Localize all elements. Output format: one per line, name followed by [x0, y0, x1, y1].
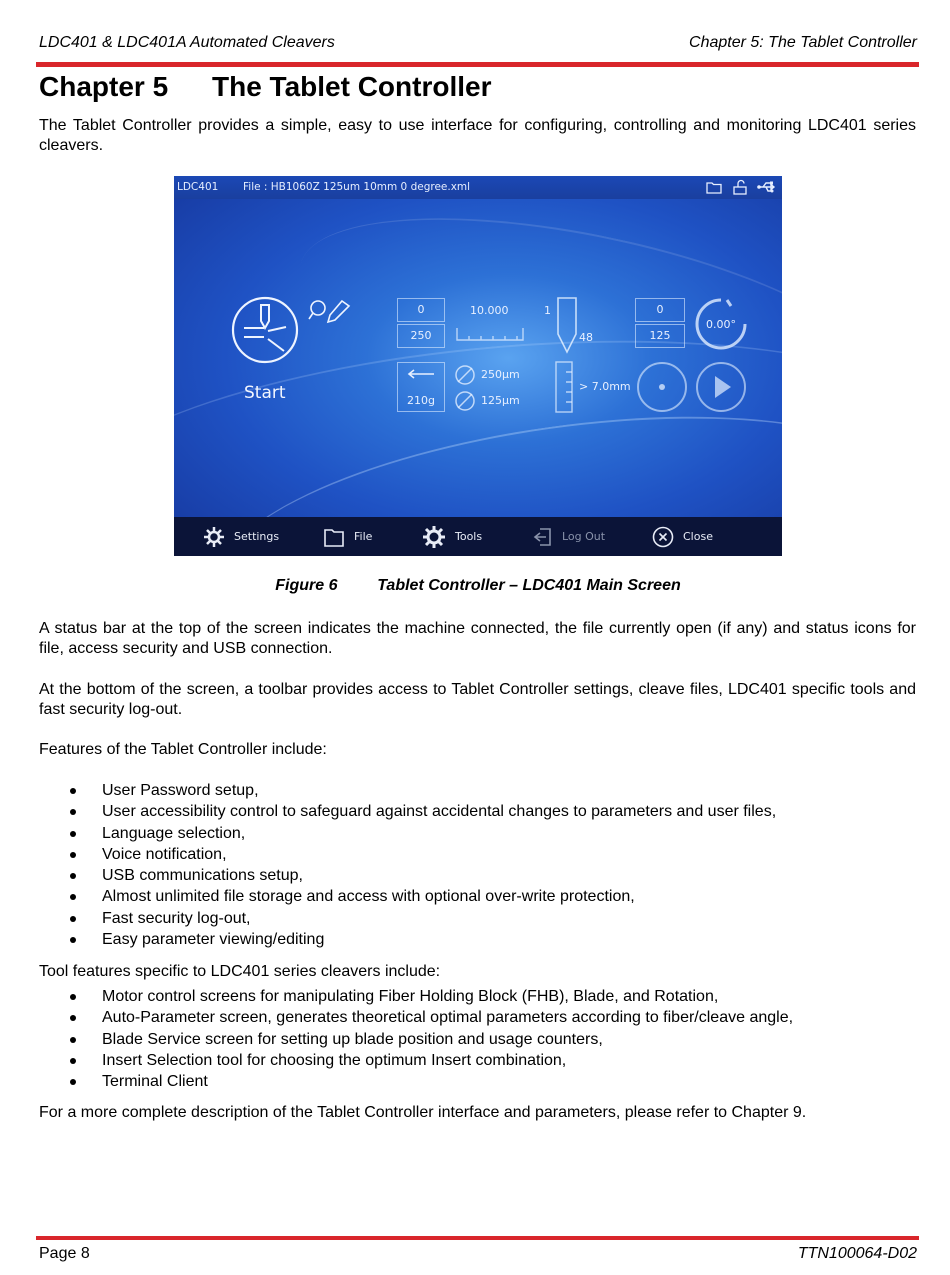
list-item: Blade Service screen for setting up blade position and usage counters, [39, 1029, 916, 1050]
tablet-screenshot [174, 176, 782, 556]
running-header-chapter: Chapter 5: The Tablet Controller [689, 34, 917, 51]
folder-icon[interactable] [705, 178, 723, 196]
list-item: Terminal Client [39, 1071, 916, 1092]
footer-rule [36, 1236, 919, 1240]
diameter-icon [454, 364, 476, 386]
toolbar-close[interactable] [652, 524, 713, 549]
diameter-icon [454, 390, 476, 412]
list-item: Insert Selection tool for choosing the optimum Insert combination, [39, 1050, 916, 1071]
blade-index: 1 [544, 304, 551, 317]
tension-value: 210g [407, 394, 435, 407]
blade-usage-count: 48 [579, 331, 593, 344]
gear-icon [203, 526, 225, 548]
toolbar-settings[interactable] [203, 524, 279, 549]
blade-icon[interactable] [554, 296, 580, 354]
screen-toolbar [174, 517, 782, 556]
toolbar-tools[interactable] [422, 524, 482, 549]
folder-icon [323, 526, 345, 548]
status-bar-paragraph: A status bar at the top of the screen indicates the machine connected, the file currently open (if any) and status icons for file, access security and USB connection. [39, 620, 916, 657]
usb-icon[interactable] [756, 178, 778, 196]
list-item: Voice notification, [39, 844, 916, 865]
page-number: Page 8 [39, 1245, 90, 1262]
arrow-left-icon [406, 368, 436, 380]
intro-paragraph: The Tablet Controller provides a simple, easy to use interface for configuring, controlling and monitoring LDC401 series cleavers. [39, 117, 916, 154]
list-item: Language selection, [39, 823, 916, 844]
toolbar-file[interactable] [323, 524, 372, 549]
figure-caption-text: Tablet Controller – LDC401 Main Screen [377, 577, 681, 594]
start-cleave-icon[interactable] [230, 295, 300, 365]
cladding-diameter: 125µm [481, 394, 520, 407]
search-edit-icon[interactable] [308, 298, 356, 326]
close-circle-icon [652, 526, 674, 548]
list-item: Almost unlimited file storage and access with optional over-write protection, [39, 886, 916, 907]
figure-number: Figure 6 [275, 577, 338, 594]
length-ruler-icon[interactable] [554, 360, 576, 414]
scale-ruler-icon[interactable] [455, 326, 525, 342]
logout-icon [531, 526, 553, 548]
figure-caption [0, 577, 950, 595]
tool-features-intro: Tool features specific to LDC401 series cleavers include: [39, 963, 441, 980]
list-item: Motor control screens for manipulating Fiber Holding Block (FHB), Blade, and Rotation, [39, 986, 916, 1007]
chapter-heading [39, 71, 492, 103]
rotation-setting-field[interactable]: 125 [635, 324, 685, 348]
open-file-name: File : HB1060Z 125um 10mm 0 degree.xml [243, 181, 471, 193]
toolbar-close-label: Close [683, 530, 713, 543]
running-header-title: LDC401 & LDC401A Automated Cleavers [39, 34, 335, 51]
play-button-icon[interactable] [694, 360, 748, 414]
features-intro: Features of the Tablet Controller include: [39, 741, 327, 758]
toolbar-tools-label: Tools [455, 530, 483, 543]
toolbar-paragraph: At the bottom of the screen, a toolbar provides access to Tablet Controller settings, cleave files, LDC401 specific tools and fast security log-out. [39, 681, 916, 718]
fhb-setting-field[interactable]: 250 [397, 324, 445, 348]
stop-button-icon[interactable] [635, 360, 689, 414]
tool-features-list [39, 986, 916, 1092]
list-item: USB communications setup, [39, 865, 916, 886]
buffer-diameter: 250µm [481, 368, 520, 381]
closing-paragraph: For a more complete description of the Tablet Controller interface and parameters, please refer to Chapter 9. [39, 1104, 807, 1121]
list-item: Auto-Parameter screen, generates theoretical optimal parameters according to fiber/cleave angle, [39, 1007, 916, 1028]
slider-value: 10.000 [470, 304, 509, 317]
toolbar-logout[interactable] [531, 524, 605, 549]
machine-name: LDC401 [177, 181, 219, 193]
list-item: Easy parameter viewing/editing [39, 929, 916, 950]
toolbar-logout-label: Log Out [562, 530, 606, 543]
tension-field[interactable] [397, 362, 445, 412]
list-item: Fast security log-out, [39, 908, 916, 929]
rotation-position-field[interactable]: 0 [635, 298, 685, 322]
features-list [39, 780, 916, 950]
cleave-length: > 7.0mm [579, 380, 631, 393]
document-number: TTN100064-D02 [797, 1245, 917, 1262]
screen-status-bar [174, 176, 782, 199]
toolbar-settings-label: Settings [234, 530, 280, 543]
list-item: User Password setup, [39, 780, 916, 801]
chapter-number: Chapter 5 [39, 71, 169, 102]
start-label[interactable]: Start [244, 383, 286, 403]
tools-gear-icon [422, 525, 446, 549]
cleave-angle: 0.00° [706, 318, 736, 331]
header-rule [36, 62, 919, 67]
fhb-position-field[interactable]: 0 [397, 298, 445, 322]
unlock-icon[interactable] [731, 178, 749, 196]
chapter-title: The Tablet Controller [212, 71, 492, 102]
list-item: User accessibility control to safeguard against accidental changes to parameters and user files, [39, 801, 916, 822]
toolbar-file-label: File [354, 530, 373, 543]
